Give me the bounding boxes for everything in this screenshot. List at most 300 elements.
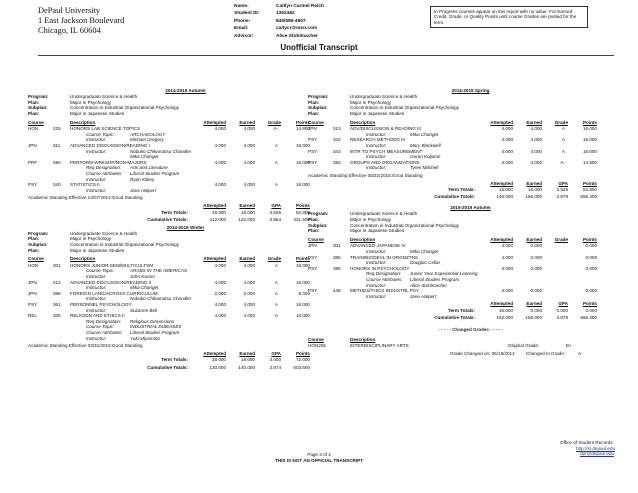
note-value: Junior Year Experiential Learning <box>410 271 478 277</box>
quality-points: 16.000 <box>582 148 597 154</box>
course-header: Course <box>28 119 44 125</box>
attempted-header: Attempted <box>490 119 513 125</box>
course-grade: A <box>561 126 565 132</box>
term-totals-points: 72.000 <box>295 357 310 363</box>
note-value: Jane Halpert <box>130 187 157 193</box>
attempted-credits: 4.000 <box>214 142 226 148</box>
attempted-header: Attempted <box>203 119 226 125</box>
term-totals-label: Term Totals: <box>448 308 475 313</box>
gpa-header: GPA <box>271 350 281 356</box>
subplan-label: Subplan: <box>28 242 48 247</box>
description-header: Description <box>70 119 96 125</box>
cumulative-totals-points: 431.600 <box>293 216 310 222</box>
course-subject: PSY <box>28 302 38 307</box>
points-header: Points <box>295 350 310 356</box>
change-description-header: Description <box>350 336 376 342</box>
note-value: Douglas Cellar <box>410 260 441 266</box>
quality-points: 0.000 <box>585 288 597 294</box>
course-subject: PSY <box>308 137 318 143</box>
note-value: Mika Changet <box>410 249 439 254</box>
course-title: STATISTICS II <box>70 182 100 188</box>
note-value: ARCHAEOLOGY <box>130 131 166 137</box>
academic-standing: Academic Standing Effective 12/07/2014:Good Standing <box>28 195 143 201</box>
note-value: Mary Blackwell <box>410 142 441 148</box>
course-subject: JPN <box>28 142 37 148</box>
earned-header: Earned <box>239 350 255 356</box>
note-label: Instructor: <box>86 285 107 291</box>
attempted-credits: 4.000 <box>214 126 226 132</box>
quality-points: 16.000 <box>295 142 310 148</box>
course-grade: A <box>274 159 278 165</box>
course-subject: HON <box>28 126 39 132</box>
course-subject: PSY <box>308 288 318 294</box>
page-number: Page 3 of 4 <box>307 452 331 457</box>
term-totals-points: 62.800 <box>582 187 597 193</box>
changed-to-grade: A- <box>578 350 583 356</box>
subplan-value: Concentration in Industrial Organizational Psychology <box>70 105 180 111</box>
course-number: 396 <box>333 265 341 271</box>
attempted-header: Attempted <box>203 256 226 262</box>
attempted-header: Attempted <box>203 202 226 208</box>
course-title: PERFORM WRKSHP/NON-MAJORS <box>70 159 147 165</box>
course-subject: PSY <box>308 254 318 260</box>
attempted-credits: 4.000 <box>214 262 226 268</box>
earned-credits: 4.000 <box>243 262 255 268</box>
note-label: Instructor: <box>86 137 107 143</box>
subplan-label: Subplan: <box>28 105 48 111</box>
program-value: Undergraduate Science & Health <box>70 94 138 100</box>
plan-label: Plan: <box>28 236 40 242</box>
cumulative-totals-gpa: 3.879 <box>556 315 568 321</box>
quality-points: 0.000 <box>585 243 597 249</box>
cumulative-totals-attempted: 146.000 <box>496 194 513 200</box>
quality-points: 14.800 <box>582 159 597 165</box>
program-label: Program: <box>308 211 329 217</box>
course-title: ADVANCED DISCUSSION/READING I <box>70 142 150 148</box>
school-address-2: Chicago, IL 60604 <box>38 26 101 35</box>
earned-credits: 4.000 <box>243 126 255 132</box>
earned-header: Earned <box>239 202 255 208</box>
attempted-credits: 4.000 <box>214 159 226 165</box>
note-label: Instructor: <box>366 165 387 171</box>
cumulative-totals-attempted: 130.000 <box>209 364 226 370</box>
note-label: Instructor: <box>86 274 107 279</box>
course-subject: PRF <box>28 159 38 165</box>
office-name: Office of Student Records <box>560 440 613 445</box>
term-totals-label: Term Totals: <box>448 187 475 193</box>
earned-credits: 2.000 <box>243 290 255 296</box>
program-value: Undergraduate Science & Health <box>350 211 418 217</box>
phone-label: Phone: <box>234 18 251 24</box>
program-label: Program: <box>28 94 49 100</box>
note-value: Yuki Miyamoto <box>130 335 160 341</box>
points-header: Points <box>582 180 597 186</box>
plan-label: Plan: <box>308 110 320 116</box>
course-grade: A <box>274 302 278 307</box>
course-number: 340 <box>53 182 61 188</box>
plan-label: Plan: <box>308 99 320 105</box>
note-label: Course Topic: <box>86 131 115 137</box>
program-label: Program: <box>28 230 49 236</box>
attempted-credits: 4.000 <box>214 302 226 307</box>
notice-text: In Progress courses appear on this report with no value. For Earned Credit, Grade, or Quality Points until course Grades are posted for the term. <box>434 9 577 25</box>
earned-header: Earned <box>526 119 542 125</box>
points-header: Points <box>295 256 310 262</box>
course-grade: A <box>274 279 278 285</box>
course-number: 290 <box>53 159 61 165</box>
note-value: Nobuko Chikamatsu Chandler <box>130 148 192 154</box>
course-number: 311 <box>53 142 61 148</box>
plan-label: Plan: <box>28 247 40 253</box>
subplan-value: Concentration in Industrial Organizational Psychology <box>350 222 460 228</box>
note-label: Course Topic: <box>86 324 115 330</box>
note-label: Course Attributes: <box>86 330 123 335</box>
course-grade: A <box>561 137 565 143</box>
note-label: Instructor: <box>366 293 387 299</box>
program-label: Program: <box>308 94 329 100</box>
note-value: John Karam <box>130 274 155 279</box>
term-totals-label: Term Totals: <box>161 209 188 215</box>
course-header: Course <box>308 119 324 125</box>
attempted-credits: 4.000 <box>501 265 513 271</box>
term-totals-gpa: 0.000 <box>556 308 568 313</box>
course-title: INTR TO PSYCH MEASUREMENT <box>350 148 423 154</box>
cumulative-totals-attempted: 112.000 <box>209 216 226 222</box>
term-totals-attempted: 18.000 <box>211 357 226 363</box>
changed-to-label: Changed to Grade: <box>526 350 566 356</box>
plan-value: Major in Psychology <box>350 99 392 105</box>
academic-standing: Academic Standing Effective 06/22/2015:Good Standing <box>308 172 423 178</box>
description-header: Description <box>350 236 376 242</box>
change-description: INTERDISCIPLINARY ARTS <box>350 343 409 349</box>
attempted-credits: 4.000 <box>501 288 513 294</box>
points-header: Points <box>582 236 597 242</box>
term-totals-earned: 18.000 <box>240 357 255 363</box>
note-label: Course Attributes: <box>86 170 123 176</box>
note-value: Religious Dimensions <box>130 318 175 324</box>
course-grade: A- <box>273 126 278 132</box>
attempted-header: Attempted <box>490 301 513 307</box>
quality-points: 16.000 <box>295 302 310 307</box>
attempted-credits: 4.000 <box>501 159 513 165</box>
course-subject: PSY <box>28 182 38 188</box>
student-id: 1352482 <box>276 11 295 17</box>
term-totals-earned: 0.000 <box>530 308 542 313</box>
attempted-credits: 4.000 <box>501 148 513 154</box>
points-header: Points <box>582 301 597 307</box>
cumulative-totals-earned: 156.000 <box>525 315 542 321</box>
cumulative-totals-points: 566.400 <box>580 315 597 321</box>
quality-points: 16.000 <box>582 137 597 143</box>
term-totals-attempted: 16.000 <box>498 187 513 193</box>
attempted-credits: 4.000 <box>214 313 226 319</box>
earned-header: Earned <box>239 119 255 125</box>
gpa-header: GPA <box>558 301 568 307</box>
course-number: 342 <box>333 137 341 143</box>
note-label: Instructor: <box>86 187 107 193</box>
quality-points: 16.000 <box>295 279 310 285</box>
grade-header: Grade <box>267 256 281 262</box>
plan-label: Plan: <box>28 99 40 105</box>
course-title: TRAINING/DEVL IN ORGNZTNS <box>350 254 418 260</box>
course-title: RESEARCH METHODS III <box>350 137 405 143</box>
course-grade: A <box>274 313 278 319</box>
term-totals-attempted: 16.000 <box>498 308 513 313</box>
subplan-label: Subplan: <box>308 105 328 111</box>
course-subject: JPN <box>28 290 37 296</box>
course-number: 301 <box>53 262 61 268</box>
note-label: Instructor: <box>366 142 387 148</box>
term-totals-gpa: 3.925 <box>269 209 281 215</box>
earned-header: Earned <box>239 256 255 262</box>
course-title: FOREIGN LANG/ACROSS CURRICULUM <box>70 290 158 296</box>
footer-center <box>0 452 638 463</box>
quality-points: 0.000 <box>585 265 597 271</box>
email-label: Email: <box>234 26 249 32</box>
earned-header: Earned <box>526 236 542 242</box>
plan-value: Major in Japanese Studies <box>350 110 405 116</box>
attempted-credits: 4.000 <box>501 126 513 132</box>
note-value: Tyree Mitchell <box>410 165 439 171</box>
course-title: ADVANCED JAPANESE IV <box>350 243 406 249</box>
term-totals-points: 62.800 <box>295 209 310 215</box>
plan-value: Major in Japanese Studies <box>70 247 125 253</box>
course-number: 395 <box>53 290 61 296</box>
course-subject: JPN <box>308 243 317 249</box>
attempted-header: Attempted <box>490 236 513 242</box>
course-subject: JPN <box>308 126 317 132</box>
note-label: Course Topic: <box>86 268 115 274</box>
term-title: 2014-2015 Winter <box>166 224 205 230</box>
course-number: 312 <box>53 279 61 285</box>
earned-credits: 0.000 <box>530 243 542 249</box>
plan-value: Major in Psychology <box>350 217 392 222</box>
gpa-header: GPA <box>558 180 568 186</box>
course-title: ADVANCED DISCUSSION/READING II <box>70 279 152 285</box>
change-course-header: Course <box>308 336 324 342</box>
earned-credits: 0.000 <box>530 265 542 271</box>
note-label: Instructor: <box>366 282 387 288</box>
cumulative-totals-gpa: 3.854 <box>269 216 281 222</box>
note-label: Instructor: <box>366 131 387 137</box>
earned-credits: 4.000 <box>243 279 255 285</box>
note-value: Jane Halpert <box>410 293 437 299</box>
cumulative-totals-earned: 140.000 <box>238 364 255 370</box>
course-number: 205 <box>53 313 61 319</box>
student-phone: 845/596-4907 <box>276 18 306 24</box>
term-totals-gpa: 3.925 <box>556 187 568 193</box>
plan-label: Plan: <box>28 110 40 116</box>
earned-credits: 0.000 <box>530 254 542 260</box>
course-title: GROUPS AND ORGANIZATIONS <box>350 159 420 165</box>
earned-credits: 4.000 <box>243 159 255 165</box>
quality-points: 16.000 <box>295 159 310 165</box>
earned-credits: 4.000 <box>243 313 255 319</box>
course-number: 385 <box>333 254 341 260</box>
course-subject: PSY <box>308 159 318 165</box>
term-totals-attempted: 16.000 <box>211 209 226 215</box>
attempted-credits: 4.000 <box>501 254 513 260</box>
records-url-link[interactable]: http://sr.depaul.edu <box>576 445 616 451</box>
note-value: Liberal Studies Program <box>130 170 180 176</box>
cumulative-totals-label: Cumulative Totals: <box>147 364 188 370</box>
cumulative-totals-label: Cumulative Totals: <box>147 216 188 222</box>
name-label: Name: <box>234 4 249 9</box>
note-value: Liberal Studies Program <box>410 277 460 282</box>
left-column <box>28 0 313 493</box>
note-value: Nobuko Chikamatsu Chandler <box>130 296 192 302</box>
note-value: Liberal Studies Program <box>130 330 180 335</box>
plan-label: Plan: <box>308 228 320 234</box>
earned-credits: 4.000 <box>243 142 255 148</box>
quality-points: 14.800 <box>295 126 310 132</box>
advisor-label: Advisor: <box>234 33 254 39</box>
term-title: 2014-2015 Spring <box>451 88 490 93</box>
id-label: Student ID: <box>234 11 260 17</box>
course-subject: JPN <box>28 279 37 285</box>
subplan-value: Concentration in Industrial Organizational Psychology <box>70 242 180 247</box>
attempted-header: Attempted <box>203 350 226 356</box>
earned-credits: 4.000 <box>243 182 255 188</box>
points-header: Points <box>582 119 597 125</box>
note-value: Mika Changet <box>130 285 159 291</box>
quality-points: 16.000 <box>582 126 597 132</box>
course-number: 448 <box>333 288 341 294</box>
plan-value: Major in Psychology <box>70 236 112 242</box>
disclaimer: THIS IS NOT AN OFFICIAL TRANSCRIPT <box>274 457 364 463</box>
cumulative-totals-points: 503.600 <box>293 364 310 370</box>
course-grade: A- <box>560 159 565 165</box>
course-title: ADV/DISCUSSION & READING III <box>350 126 421 132</box>
quality-points: 16.000 <box>295 262 310 268</box>
program-value: Undergraduate Science & Health <box>350 94 418 100</box>
course-subject: PSY <box>308 148 318 154</box>
program-value: Undergraduate Science & Health <box>70 230 138 236</box>
academic-standing: Academic Standing Effective 03/31/2015:Good Standing <box>28 343 143 349</box>
course-number: 355 <box>333 159 341 165</box>
note-label: Instructor: <box>86 307 107 313</box>
plan-value: Major in Japanese Studies <box>70 110 125 116</box>
change-course: HON205 <box>308 343 326 349</box>
note-label: Instructor: <box>366 249 387 254</box>
course-title: HONORS JUNIOR SEM/MULTICULTSM <box>70 262 154 268</box>
cumulative-totals-gpa: 3.879 <box>556 194 568 200</box>
earned-credits: 4.000 <box>530 148 542 154</box>
attempted-credits: 4.000 <box>214 279 226 285</box>
course-title: HONORS LAB SCIENCE TOPICS <box>70 126 141 132</box>
note-value: INDUSTRIAL DISEASES <box>130 324 182 330</box>
grade-change-date: Grade Changed on: 06/19/2014 <box>450 350 515 356</box>
points-header: Points <box>295 202 310 208</box>
course-subject: REL <box>28 313 37 319</box>
attempted-credits: 4.000 <box>214 182 226 188</box>
course-grade: A <box>274 262 278 268</box>
description-header: Description <box>70 256 96 262</box>
original-grade-label: Original Grade: <box>508 343 540 349</box>
term-totals-label: Term Totals: <box>161 357 188 363</box>
note-label: Instructor: <box>366 154 387 160</box>
note-value: Arts and Literature <box>130 165 168 171</box>
term-totals-gpa: 4.000 <box>269 357 281 363</box>
course-title: METHDS/THICS INDUSTRL PSY <box>350 288 419 294</box>
subplan-value: Concentration in Industrial Organizational Psychology <box>350 105 460 111</box>
earned-credits: 4.000 <box>530 159 542 165</box>
attempted-credits: 4.000 <box>501 243 513 249</box>
cumulative-totals-gpa: 3.874 <box>269 364 281 370</box>
gpa-header: GPA <box>271 202 281 208</box>
attempted-credits: 2.000 <box>214 290 226 296</box>
note-label: Instructor: <box>86 296 107 302</box>
plan-value: Major in Japanese Studies <box>350 228 405 234</box>
earned-header: Earned <box>526 180 542 186</box>
attempted-header: Attempted <box>490 180 513 186</box>
quality-points: 0.000 <box>585 254 597 260</box>
school-address-1: 1 East Jackson Boulevard <box>38 16 125 25</box>
note-label: Req Designation: <box>86 165 122 171</box>
plan-value: Major in Psychology <box>70 99 112 105</box>
quality-points: 16.000 <box>295 313 310 319</box>
note-label: Course Attributes: <box>366 277 403 282</box>
note-value: Mika Changet <box>410 131 439 137</box>
student-advisor: Alice Stuhlmacher <box>276 33 318 39</box>
course-grade: A <box>274 182 278 188</box>
description-header: Description <box>350 119 376 125</box>
course-header: Course <box>28 256 44 262</box>
points-header: Points <box>295 119 310 125</box>
term-totals-earned: 16.000 <box>240 209 255 215</box>
course-grade: A <box>274 290 278 296</box>
note-value: Alice Stuhlmacher <box>410 282 448 288</box>
grade-header: Grade <box>267 119 281 125</box>
course-title: PERSONNEL PSYCHOLOGY <box>70 302 132 307</box>
cumulative-totals-points: 566.400 <box>580 194 597 200</box>
earned-credits: 4.000 <box>243 302 255 307</box>
cumulative-totals-earned: 122.000 <box>238 216 255 222</box>
course-number: 225 <box>53 126 61 132</box>
subplan-label: Subplan: <box>308 222 328 228</box>
records-email-link[interactable]: dpr@depaul.edu <box>580 451 615 457</box>
student-email: caitycr@msn.com <box>276 26 318 32</box>
plan-label: Plan: <box>308 217 320 222</box>
course-title: RELIGION AND ETHICS II <box>70 313 125 319</box>
attempted-credits: 4.000 <box>501 137 513 143</box>
earned-header: Earned <box>526 301 542 307</box>
cumulative-totals-earned: 156.000 <box>525 194 542 200</box>
note-label: Req Designation: <box>86 318 122 324</box>
student-name: Caitlyn Carmel Reich <box>276 4 324 9</box>
course-number: 301 <box>333 243 341 249</box>
quality-points: 8.000 <box>298 290 310 296</box>
earned-credits: 4.000 <box>530 137 542 143</box>
term-title: 2014-2015 Autumn <box>165 88 206 93</box>
note-label: Instructor: <box>86 335 107 341</box>
earned-credits: 0.000 <box>530 288 542 294</box>
changed-grades-title: - - - - - Changed Grades - - - - - <box>438 327 503 333</box>
cumulative-totals-label: Cumulative Totals: <box>434 315 475 321</box>
course-grade: A <box>561 148 565 154</box>
note-value: Michael Gregory <box>130 137 164 143</box>
footer-right <box>560 440 615 457</box>
note-value: ARABS IN THE AMERICAS <box>130 268 188 274</box>
course-grade: A <box>274 142 278 148</box>
earned-credits: 4.000 <box>530 126 542 132</box>
term-totals-points: 0.000 <box>585 308 597 313</box>
original-grade: B+ <box>566 343 572 349</box>
course-number: 313 <box>333 126 341 132</box>
quality-points: 16.000 <box>295 182 310 188</box>
school-name: DePaul University <box>38 6 101 15</box>
note-value: Goran Kuljanin <box>410 154 441 160</box>
